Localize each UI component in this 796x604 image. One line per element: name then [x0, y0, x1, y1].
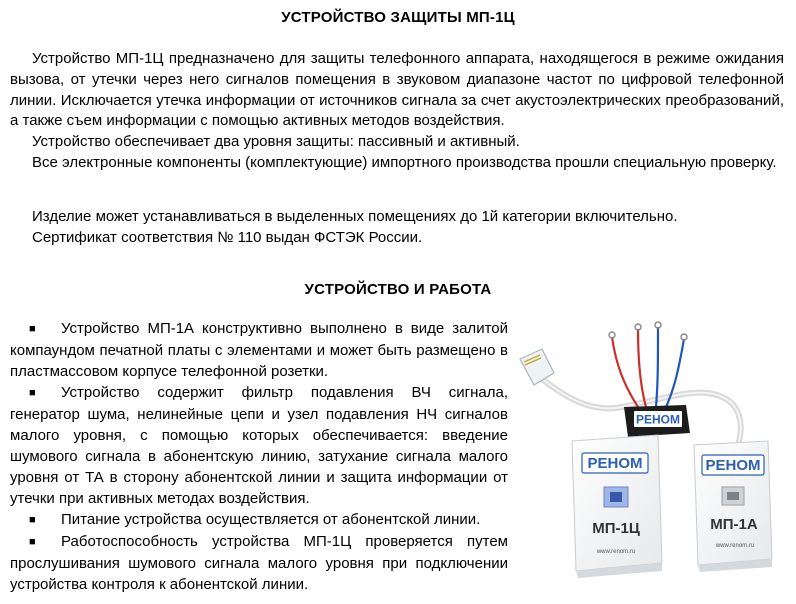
bullet-marker: ■: [29, 387, 36, 399]
device-mp1a: [694, 441, 772, 572]
intro-text: [10, 49, 784, 174]
device-label: МП-1Ц: [592, 520, 640, 537]
device-photo: [512, 315, 790, 599]
list-item: [10, 531, 508, 595]
device-mp1c: [572, 435, 662, 578]
brand-label: РЕНОМ: [705, 457, 761, 474]
list-item-text: Устройство МП-1А конструктивно выполнено в виде залитой компаундом печатной платы с элементами и может быть размещено в пластмассовом корпусе телефонной розетки.: [10, 320, 508, 380]
wire-blue: [656, 327, 658, 407]
list-item: [10, 382, 508, 509]
list-item-text: Питание устройства осуществляется от абонентской линии.: [61, 511, 481, 528]
wire-red: [638, 329, 646, 407]
paragraph: Устройство обеспечивает два уровня защиты: пассивный и активный.: [32, 133, 520, 151]
brand-label: РЕНОМ: [635, 412, 681, 427]
paragraph: Сертификат соответствия № 110 выдан ФСТЭК России.: [32, 228, 423, 246]
page-title: УСТРОЙСТВО ЗАЩИТЫ МП-1Ц: [281, 9, 515, 26]
section-title: УСТРОЙСТВО И РАБОТА: [304, 281, 492, 298]
bullet-marker: ■: [29, 536, 36, 548]
certification-text: [10, 207, 784, 249]
list-item: [10, 318, 508, 382]
list-item: [10, 509, 508, 531]
device-label: МП-1А: [710, 516, 758, 533]
paragraph: Устройство МП-1Ц предназначено для защиты телефонного аппарата, находящегося в режиме ожидания вызова, от утечки через него сигналов помещения в звуковом диапазоне частот по цифровой телефонной линии. Исключается утечка информации от источников сигнала за счет акустоэлектрических преобразований, а также съем информации с помощью активных методов воздействия.: [10, 50, 784, 130]
brand-label: РЕНОМ: [587, 455, 643, 472]
list-item-text: Работоспособность устройства МП-1Ц проверяется путем прослушивания шумового сигнала малого уровня при подключении устройства контроля к абонентской линии.: [10, 533, 508, 593]
paragraph: Изделие может устанавливаться в выделенных помещениях до 1й категории включительно.: [32, 208, 678, 225]
website-label: www.renom.ru: [715, 543, 755, 549]
filter-module: [624, 405, 690, 437]
list-item-text: Устройство содержит фильтр подавления ВЧ сигнала, генератор шума, нелинейные цепи и узел подавления НЧ сигналов малого уровня, с помощью которых обеспечивается: введение шумового сигнала в абонентскую линию, затухание сигнала малого уровня от ТА в сторону абонентской линии и защита информации от утечки при активных методах воздействия.: [10, 384, 508, 507]
wire-red: [612, 337, 638, 407]
bullet-marker: ■: [29, 514, 36, 526]
paragraph: Все электронные компоненты (комплектующие) импортного производства прошли специальную проверку.: [32, 153, 777, 171]
rj-plug: [520, 349, 554, 385]
bullet-marker: ■: [29, 323, 36, 335]
website-label: www.renom.ru: [596, 549, 636, 555]
bullet-list: [10, 318, 508, 595]
